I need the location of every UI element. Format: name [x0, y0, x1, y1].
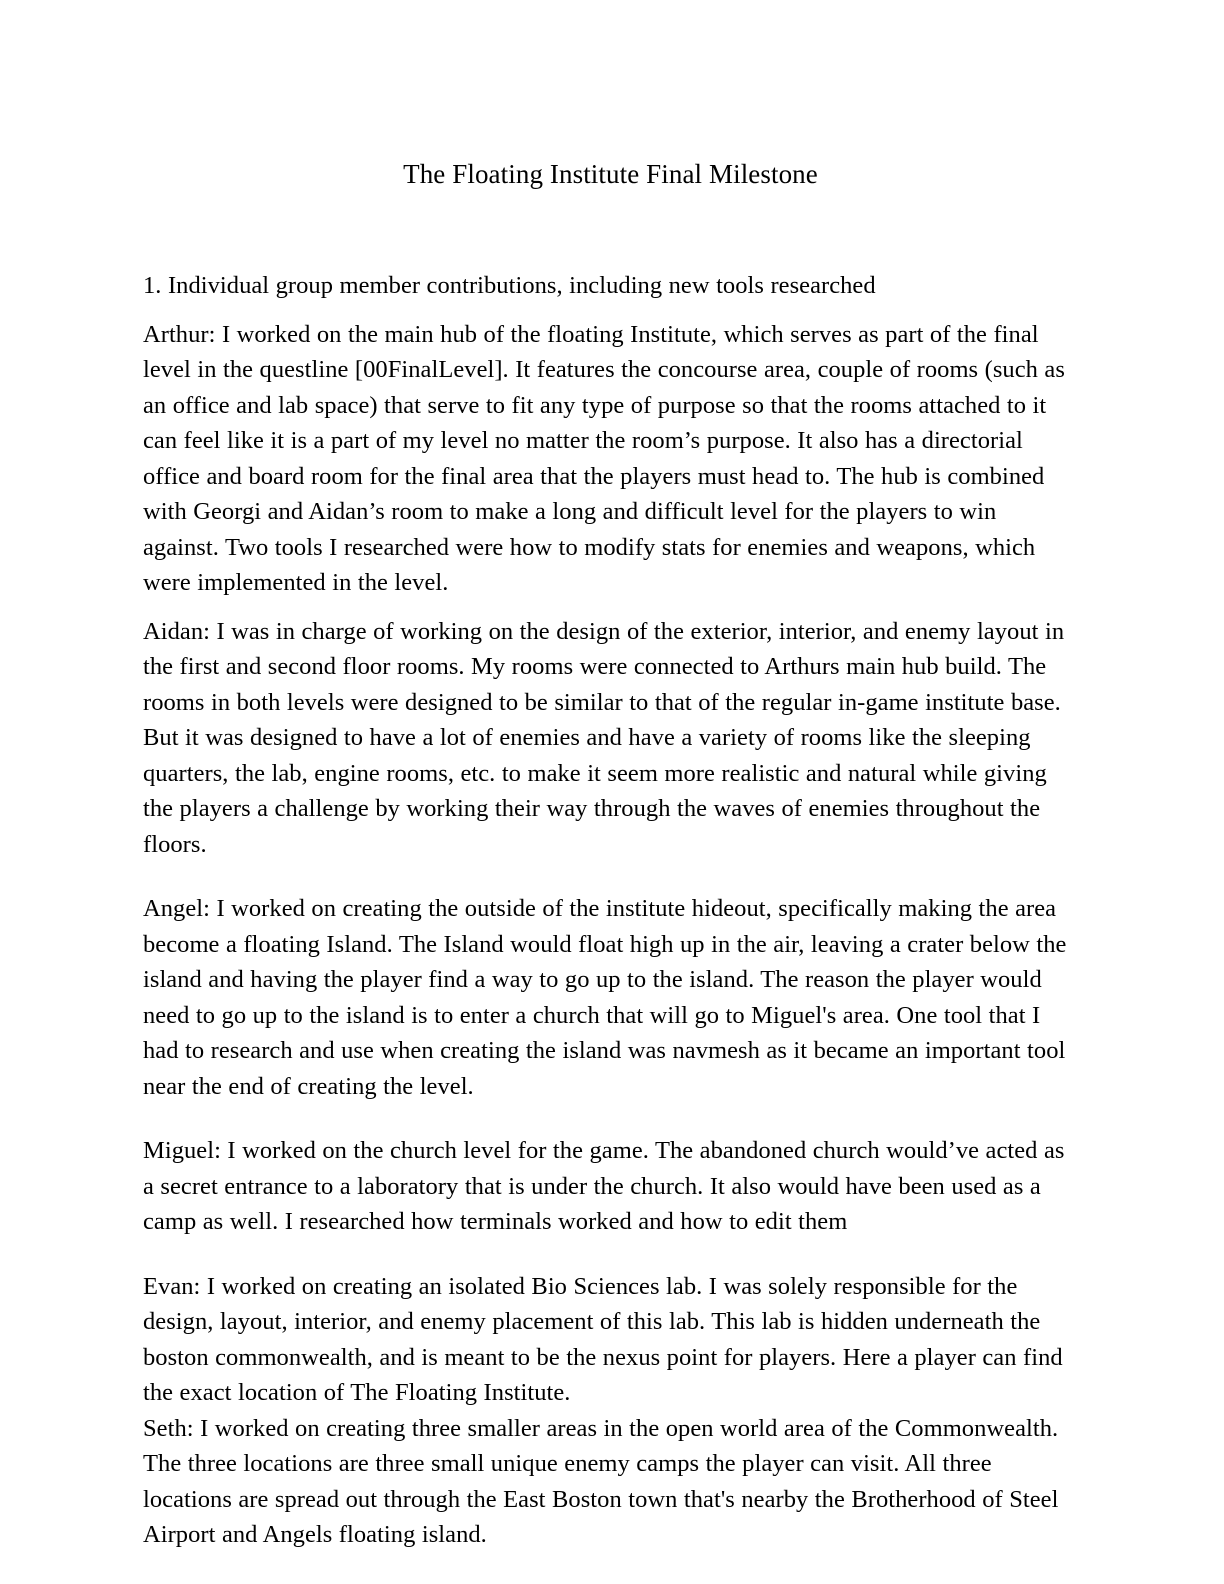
- paragraph-aidan: Aidan: I was in charge of working on the design of the exterior, interior, and enemy layout in the first and second floor rooms. My rooms were connected to Arthurs main hub build. The rooms in both levels were designed to be similar to that of the regular in-game institute base. But it was designed to have a lot of enemies and have a variety of rooms like the sleeping quarters, the lab, engine rooms, etc. to make it seem more realistic and natural while giving the players a challenge by working their way through the waves of enemies throughout the floors.: [143, 617, 1065, 858]
- paragraph-miguel: Miguel: I worked on the church level for the game. The abandoned church would’ve acted as a secret entrance to a laboratory that is under the church. It also would have been used as a camp as well. I researched how terminals worked and how to edit them: [143, 1137, 1065, 1235]
- paragraph-arthur: Arthur: I worked on the main hub of the floating Institute, which serves as part of the final level in the questline [00FinalLevel]. It features the concourse area, couple of rooms (such as an office and lab space) that serve to fit any type of purpose so that the rooms attached to it can feel like it is a part of my level no matter the room’s purpose. It also has a directorial office and board room for the final area that the players must head to. The hub is combined with Georgi and Aidan’s room to make a long and difficult level for the players to win against. Two tools I researched were how to modify stats for enemies and weapons, which were implemented in the level.: [143, 320, 1065, 596]
- paragraph-evan: Evan: I worked on creating an isolated Bio Sciences lab. I was solely responsible for the design, layout, interior, and enemy placement of this lab. This lab is hidden underneath the boston commonwealth, and is meant to be the nexus point for players. Here a player can find the exact location of The Floating Institute.: [143, 1272, 1063, 1406]
- paragraph-seth: Seth: I worked on creating three smaller areas in the open world area of the Commonwealth. The three locations are three small unique enemy camps the player can visit. All three locations are spread out through the East Boston town that's nearby the Brotherhood of Steel Airport and Angels floating island.: [143, 1414, 1059, 1548]
- document-content: [143, 0, 1078, 1553]
- paragraph-angel: Angel: I worked on creating the outside of the institute hideout, specifically making the area become a floating Island. The Island would float high up in the air, leaving a crater below the island and having the player find a way to go up to the island. The reason the player would need to go up to the island is to enter a church that will go to Miguel's area. One tool that I had to research and use when creating the island was navmesh as it became an important tool near the end of creating the level.: [143, 895, 1067, 1100]
- page-title: The Floating Institute Final Milestone: [403, 159, 818, 189]
- section-heading-contributions: 1. Individual group member contributions, including new tools researched: [143, 272, 876, 299]
